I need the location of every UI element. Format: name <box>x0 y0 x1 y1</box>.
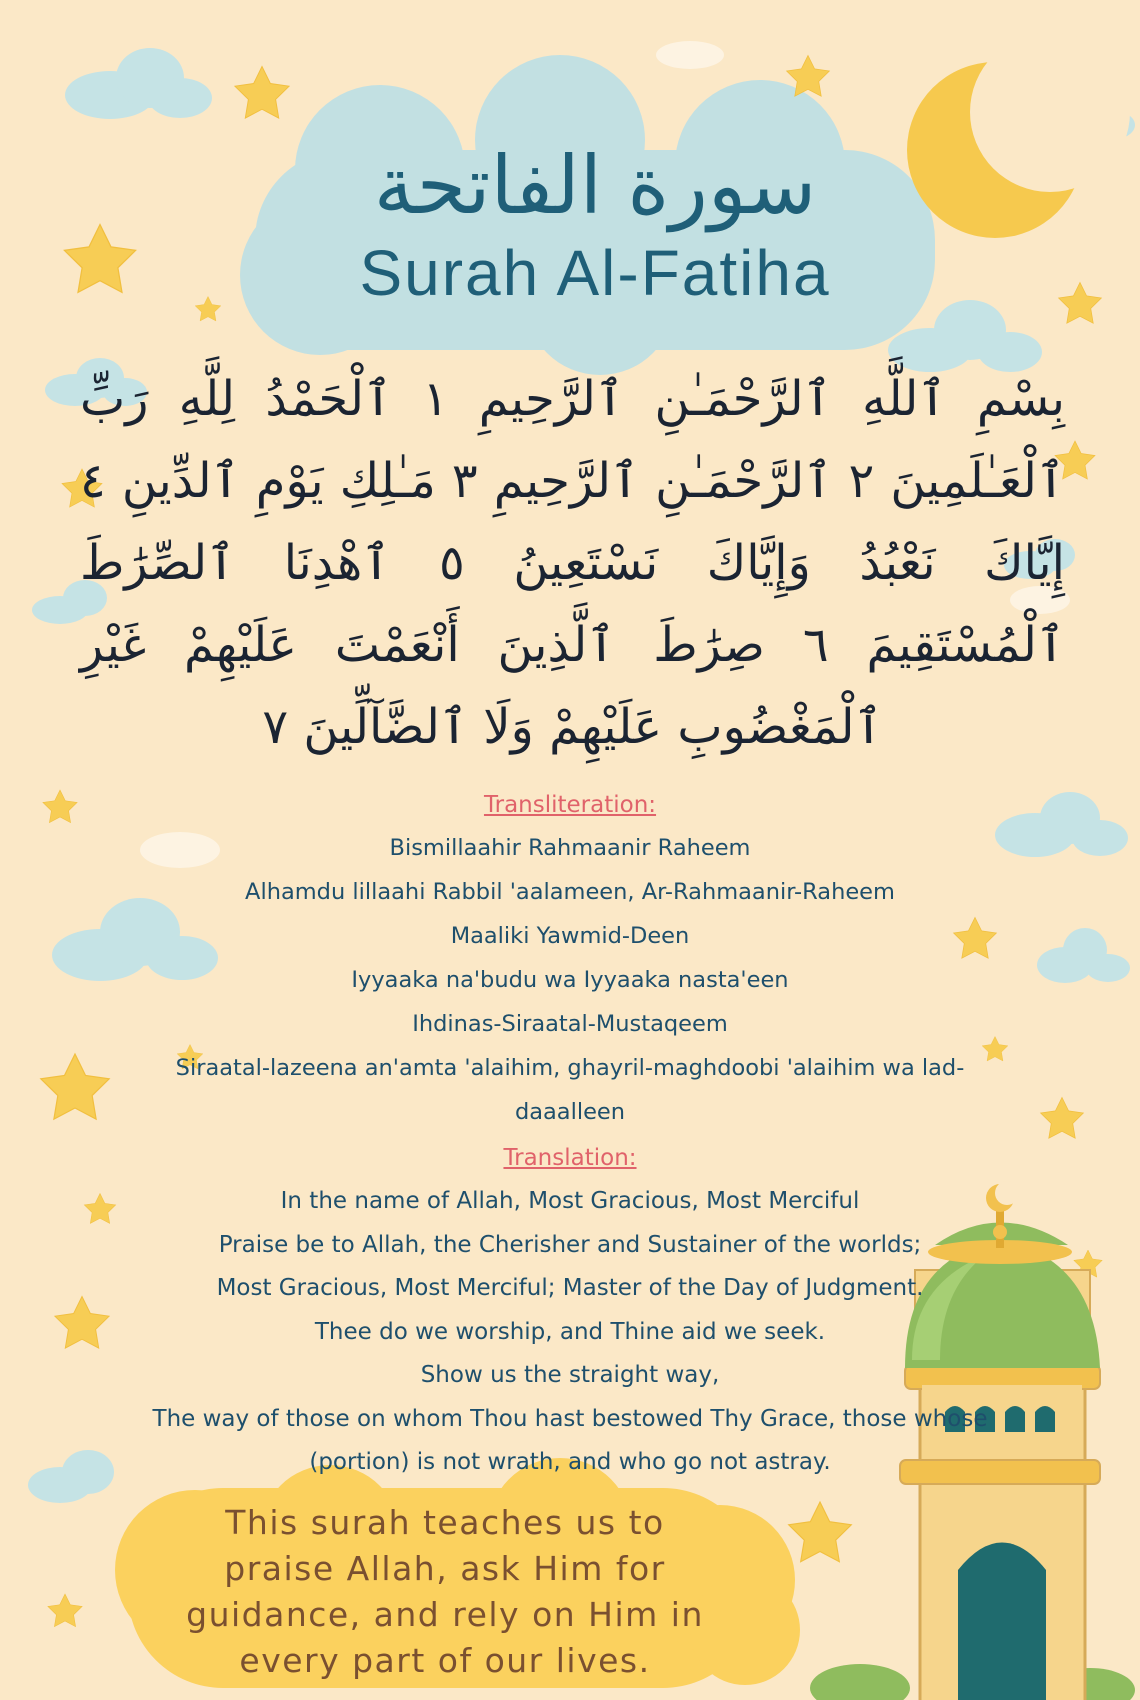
translation-line: Most Gracious, Most Merciful; Master of the Day of Judgment. <box>216 1275 924 1301</box>
title-english: Surah Al-Fatiha <box>359 237 831 309</box>
star-icon <box>235 67 289 119</box>
arabic-verses: بِسْمِ ٱللَّهِ ٱلرَّحْمَـٰنِ ٱلرَّحِيمِ ١ ٱلْحَمْدُ لِلَّهِ رَبِّ ٱلْعَـٰلَمِينَ ٢ ٱلرَّحْمَـٰنِ ٱلرَّحِيمِ ٣ مَـٰلِكِ يَوْمِ ٱلدِّينِ ٤ إِيَّاكَ نَعْبُدُ وَإِيَّاكَ نَسْتَعِينُ ٥ ٱهْدِنَا ٱلصِّرَٰطَ ٱلْمُسْتَقِيمَ ٦ صِرَٰطَ ٱلَّذِينَ أَنْعَمْتَ عَلَيْهِمْ غَيْرِ ٱلْمَغْضُوبِ عَلَيْهِمْ وَلَا ٱلضَّآلِّينَ ٧ <box>80 371 1066 755</box>
transliteration-line: Ihdinas-Siraatal-Mustaqeem <box>412 1011 728 1037</box>
transliteration-line: Iyyaaka na'budu wa Iyyaaka nasta'een <box>351 967 789 993</box>
title-block <box>300 138 890 312</box>
translation-line: Show us the straight way, <box>420 1362 720 1388</box>
translation-line: In the name of Allah, Most Gracious, Most Merciful <box>280 1188 860 1214</box>
transliteration-line: daaalleen <box>514 1099 626 1125</box>
star-icon <box>1059 283 1102 324</box>
star-icon <box>48 1594 82 1627</box>
transliteration-line: Alhamdu lillaahi Rabbil 'aalameen, Ar-Rahmaanir-Raheem <box>245 879 895 905</box>
cloud-icon <box>1037 928 1130 983</box>
translation-list <box>90 1180 1050 1485</box>
cloud-icon <box>656 41 724 69</box>
translation-line: The way of those on whom Thou hast bestowed Thy Grace, those whose <box>152 1405 988 1432</box>
transliteration-line: Maaliki Yawmid-Deen <box>450 923 690 949</box>
star-icon <box>195 297 221 321</box>
star-icon <box>789 1502 852 1562</box>
translation-heading: Translation: <box>503 1145 637 1171</box>
translation-line: Praise be to Allah, the Cherisher and Sustainer of the worlds; <box>218 1231 922 1258</box>
lesson-text: This surah teaches us to praise Allah, ask Him for guidance, and rely on Him in every part of our lives. <box>186 1503 704 1680</box>
translation-line: Thee do we worship, and Thine aid we seek. <box>314 1318 826 1345</box>
crescent-moon-icon <box>907 32 1130 238</box>
transliteration-line: Siraatal-lazeena an'amta 'alaihim, ghayril-maghdoobi 'alaihim wa lad- <box>175 1055 965 1081</box>
translation-line: (portion) is not wrath, and who go not astray. <box>309 1449 831 1475</box>
transliteration-line: Bismillaahir Rahmaanir Raheem <box>389 835 751 861</box>
transliteration-heading: Transliteration: <box>483 792 657 818</box>
transliteration-list <box>90 826 1050 1134</box>
title-arabic: سورة الفاتحة <box>373 139 817 232</box>
cloud-icon <box>65 48 212 119</box>
star-icon <box>64 225 135 293</box>
